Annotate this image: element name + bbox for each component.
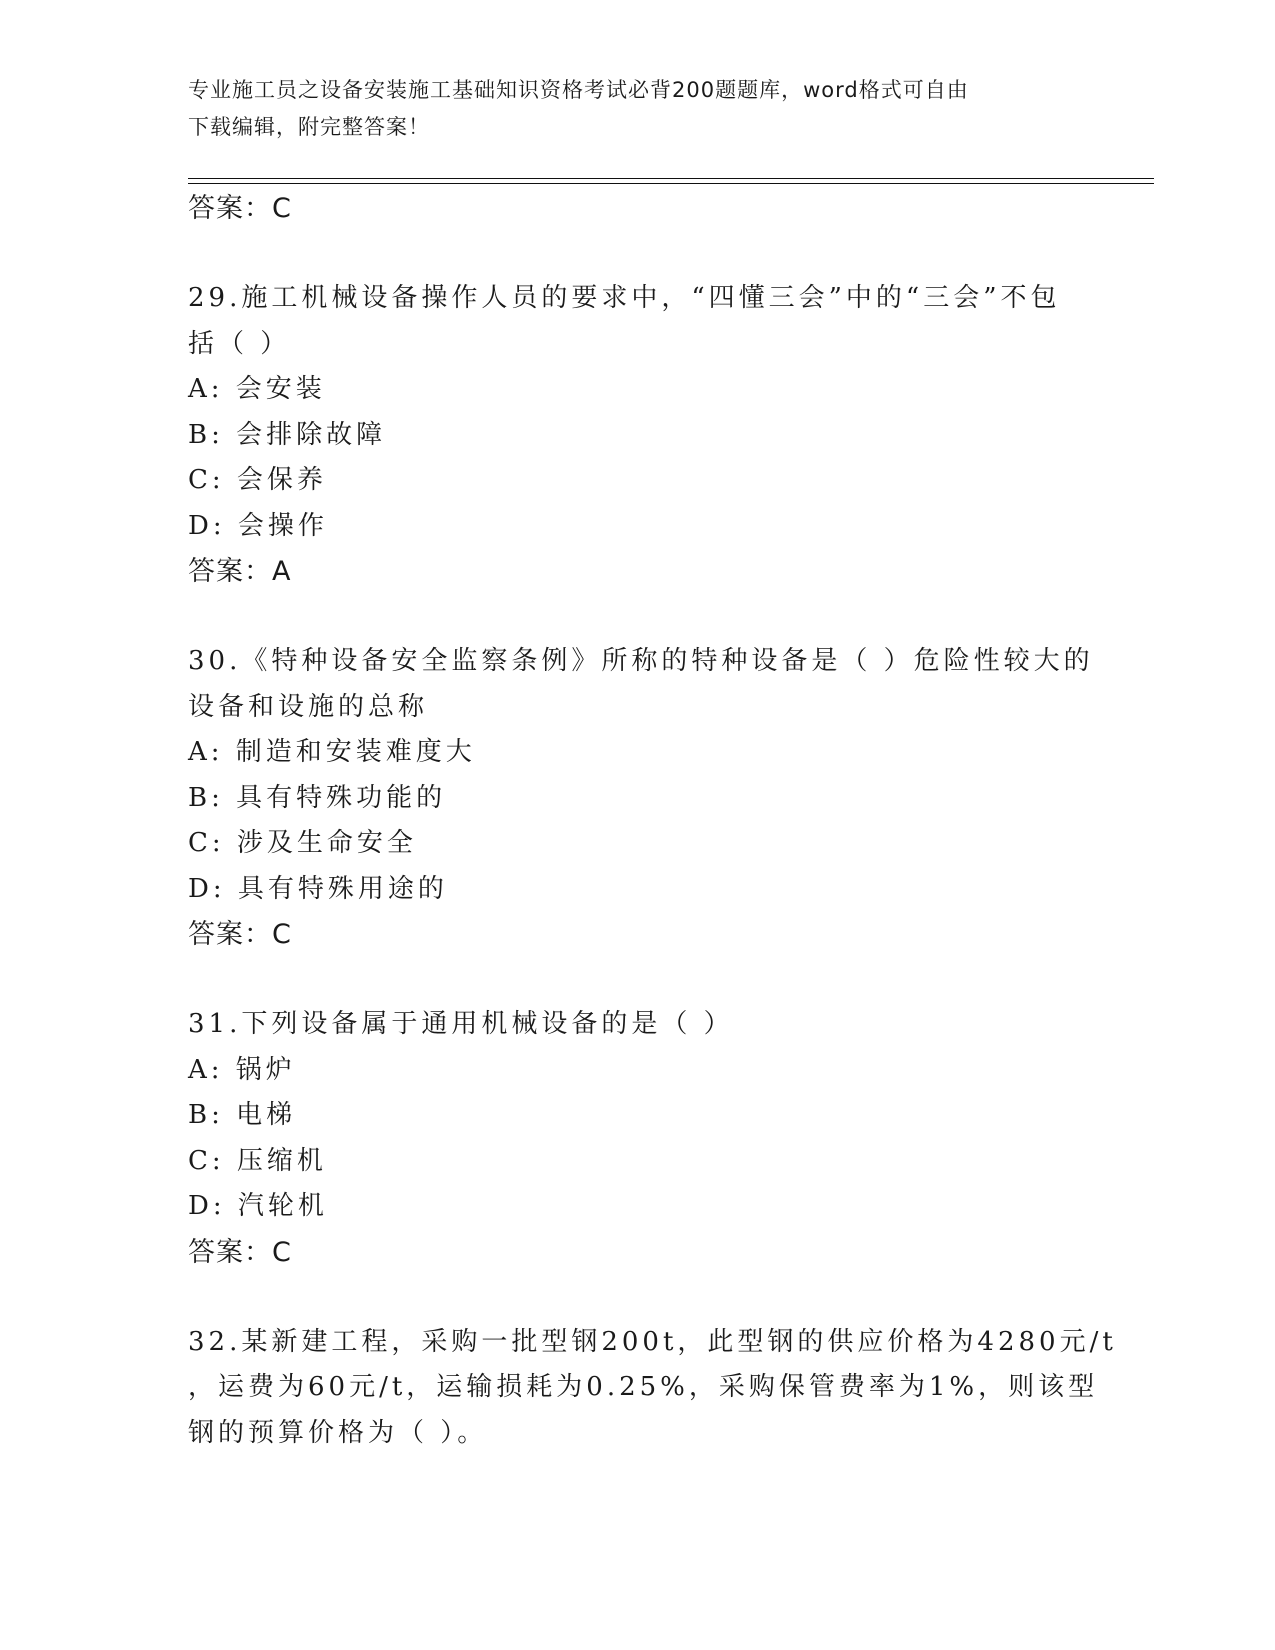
- option-c: C: 压缩机: [188, 1145, 327, 1176]
- option-d: D: 具有特殊用途的: [188, 873, 448, 904]
- question-text-line: 31.下列设备属于通用机械设备的是（ ）: [188, 1009, 734, 1039]
- spacer: [188, 594, 1088, 639]
- option-d: D: 会操作: [188, 510, 328, 541]
- question-text-line: 32.某新建工程，采购一批型钢200t，此型钢的供应价格为4280元/t: [188, 1326, 1117, 1357]
- question-text-line: ，运费为60元/t，运输损耗为0.25%，采购保管费率为1%，则该型: [188, 1372, 1099, 1402]
- answer-line: 答案：C: [188, 919, 292, 950]
- question-content: [188, 186, 1117, 1456]
- answer-line: 答案：C: [188, 1236, 292, 1268]
- header-divider-top: [188, 178, 1154, 179]
- option-b: B: 电梯: [188, 1100, 297, 1130]
- option-a: A: 锅炉: [188, 1054, 296, 1085]
- previous-answer: 答案：C: [188, 193, 292, 224]
- question-block: [188, 1002, 1088, 1275]
- question-block: [188, 276, 1088, 594]
- option-c: C: 会保养: [188, 465, 327, 495]
- question-text-line: 29.施工机械设备操作人员的要求中，“四懂三会”中的“三会”不包: [188, 283, 1061, 313]
- header-line-1: 专业施工员之设备安装施工基础知识资格考试必背200题题库，word格式可自由: [188, 78, 969, 102]
- option-a: A: 会安装: [188, 374, 326, 404]
- answer-line: 答案：A: [188, 556, 292, 587]
- header-line-2: 下载编辑，附完整答案！: [188, 115, 430, 139]
- question-block: [188, 639, 1094, 957]
- question-text-line: 括（ ）: [188, 328, 291, 359]
- question-text-line: 30.《特种设备安全监察条例》所称的特种设备是（ ）危险性较大的: [188, 646, 1094, 676]
- option-b: B: 会排除故障: [188, 419, 387, 450]
- option-c: C: 涉及生命安全: [188, 828, 417, 858]
- question-block: [188, 1320, 1117, 1457]
- question-text-line: 钢的预算价格为（ ）。: [188, 1417, 488, 1448]
- header-divider-bottom: [188, 183, 1154, 184]
- page-header: [188, 72, 1068, 146]
- spacer: [188, 231, 1088, 276]
- spacer: [188, 957, 1088, 1002]
- spacer: [188, 1275, 1088, 1320]
- option-b: B: 具有特殊功能的: [188, 782, 447, 813]
- option-a: A: 制造和安装难度大: [188, 737, 476, 767]
- question-text-line: 设备和设施的总称: [188, 691, 429, 722]
- option-d: D: 汽轮机: [188, 1191, 328, 1221]
